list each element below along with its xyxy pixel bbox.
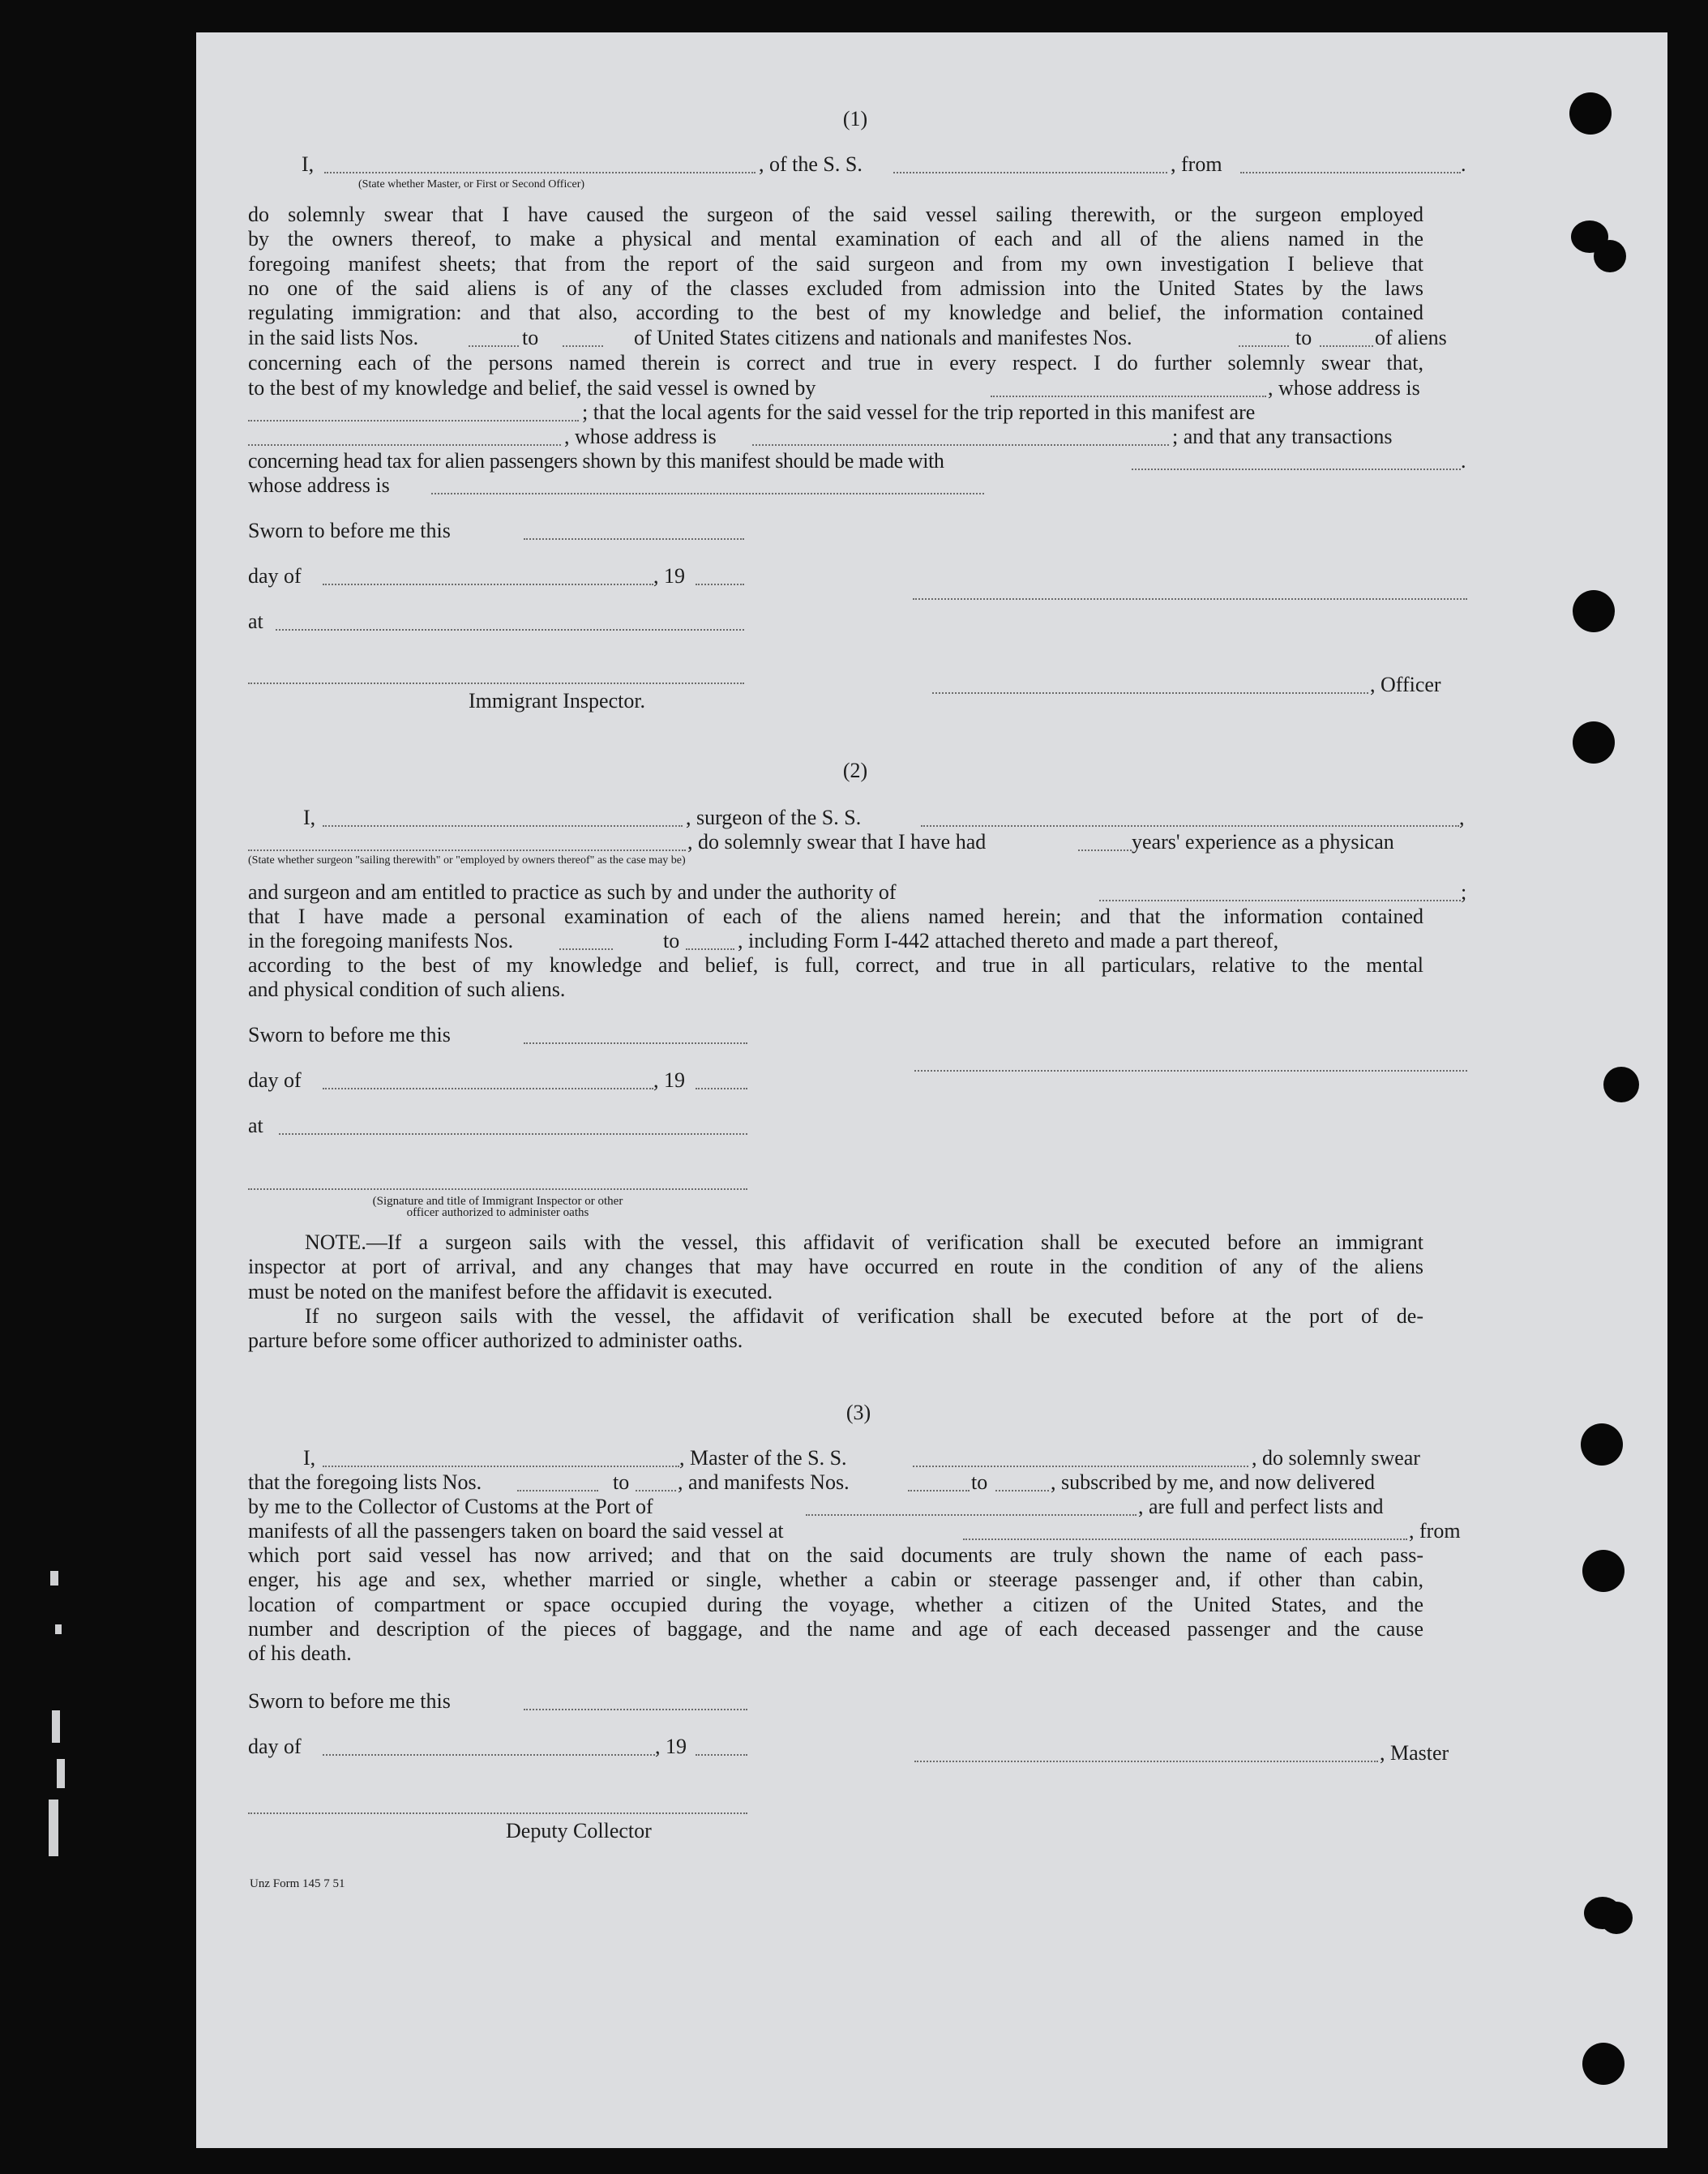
- s1-officer-label: , Officer: [1370, 673, 1441, 696]
- paragraph-row: foregoing manifest sheets; that from the report of the said surgeon and from my own investigation I believe that: [248, 251, 1423, 276]
- s1-transactions-label: ; and that any transactions: [1172, 425, 1393, 448]
- s2-row3-semicolon: ;: [1461, 880, 1467, 904]
- s2-at-label: at: [248, 1114, 263, 1137]
- paragraph-row: enger, his age and sex, whether married or single, whether a cabin or steerage passenger and, if other than cabin,: [248, 1568, 1423, 1592]
- s3-master-title: , Master: [1380, 1741, 1449, 1765]
- manifests-from-field[interactable]: [1239, 345, 1289, 347]
- manifests-to-field[interactable]: [1320, 345, 1373, 347]
- s3-dayof-label: day of: [248, 1735, 302, 1758]
- s3-year-field[interactable]: [696, 1754, 747, 1756]
- s3-port-field[interactable]: [806, 1514, 1137, 1516]
- paragraph-row: NOTE.—If a surgeon sails with the vessel, this affidavit of verification shall be executed before an immigrant: [305, 1230, 1423, 1254]
- s3-collector-signature-line[interactable]: [248, 1812, 747, 1814]
- s2-manifests-to-field[interactable]: [686, 948, 734, 950]
- punch-hole: [1594, 240, 1626, 272]
- paragraph-row: do solemnly swear that I have caused the surgeon of the said vessel sailing therewith, or the surgeon employed: [248, 203, 1423, 226]
- s3-month-field[interactable]: [323, 1754, 655, 1756]
- s1-year-field[interactable]: [696, 584, 744, 585]
- s1-at-label: at: [248, 610, 263, 633]
- s3-boarding-port-field[interactable]: [963, 1538, 1407, 1540]
- section-number: (1): [842, 107, 868, 131]
- s1-line1-ss: , of the S. S.: [759, 152, 863, 176]
- s1-officer-signature-line[interactable]: [913, 598, 1467, 600]
- agent-address-field[interactable]: [752, 444, 1169, 446]
- s1-owned-by-label: to the best of my knowledge and belief, the said vessel is owned by: [248, 376, 816, 400]
- s2-to-label: to: [663, 929, 680, 952]
- s3-collector-label: Deputy Collector: [506, 1819, 652, 1842]
- s2-sworn-date-field[interactable]: [524, 1042, 747, 1044]
- note-paragraph: [248, 1230, 1423, 1304]
- agents-field[interactable]: [248, 444, 561, 446]
- s1-sworn-date-field[interactable]: [524, 538, 744, 540]
- s1-to-label: to: [522, 326, 539, 349]
- s1-officer-title-line[interactable]: [932, 692, 1368, 694]
- paragraph-row: parture before some officer authorized to administer oaths.: [248, 1329, 743, 1353]
- s1-agents-label: ; that the local agents for the said vessel for the trip reported in this manifest are: [582, 400, 1256, 424]
- paragraph-row: inspector at port of arrival, and any changes that may have occurred en route in the condition of any of the aliens: [248, 1255, 1423, 1279]
- s2-manifests-label: in the foregoing manifests Nos.: [248, 929, 514, 952]
- paragraph-row: number and description of the pieces of baggage, and the name and age of each deceased passenger and the cause: [248, 1616, 1423, 1641]
- s1-row7: [248, 351, 1423, 375]
- punch-hole: [1582, 1550, 1625, 1592]
- s1-line1-i: I,: [302, 152, 315, 176]
- s1-year-label: , 19: [653, 564, 685, 588]
- s3-lists-perfect-label: , are full and perfect lists and: [1138, 1495, 1384, 1518]
- s1-row11-period: .: [1461, 449, 1466, 473]
- s3-vessel-field[interactable]: [913, 1466, 1248, 1467]
- s3-line1-i: I,: [303, 1446, 316, 1470]
- punch-hole: [1600, 1902, 1633, 1934]
- owner-field[interactable]: [991, 396, 1266, 397]
- s2-line1-comma: ,: [1459, 806, 1465, 829]
- s1-dayof-label: day of: [248, 564, 302, 588]
- edge-mark: [57, 1759, 65, 1788]
- s2-authority-label: and surgeon and am entitled to practice as such by and under the authority of: [248, 880, 897, 904]
- s3-board-label: manifests of all the passengers taken on board the said vessel at: [248, 1519, 784, 1543]
- s1-paragraph: [248, 203, 1423, 325]
- from-port-field[interactable]: [1240, 172, 1461, 173]
- s3-port-label: by me to the Collector of Customs at the Port of: [248, 1495, 653, 1518]
- s3-from-label: , from: [1409, 1519, 1461, 1543]
- s1-inspector-label: Immigrant Inspector.: [469, 689, 646, 713]
- s2-month-field[interactable]: [323, 1088, 653, 1089]
- s2-surgeon-signature-line[interactable]: [914, 1070, 1467, 1072]
- s1-whose-address-label: whose address is: [248, 473, 390, 497]
- s1-place-field[interactable]: [276, 629, 744, 631]
- surgeon-status-field[interactable]: [248, 849, 686, 851]
- s3-year-label: , 19: [655, 1735, 687, 1758]
- s3-subscribed-label: , subscribed by me, and now delivered: [1051, 1470, 1376, 1494]
- s2-row4: [248, 905, 1423, 929]
- s2-place-field[interactable]: [279, 1133, 747, 1135]
- master-name-field[interactable]: [323, 1466, 679, 1467]
- paragraph-row: no one of the said aliens is of any of the classes excluded from admission into the United States by the laws: [248, 276, 1423, 300]
- s1-to-label-2: to: [1295, 326, 1312, 349]
- punch-hole: [1581, 1423, 1623, 1466]
- s2-surgeon-label: , surgeon of the S. S.: [686, 806, 862, 829]
- punch-hole: [1573, 721, 1615, 764]
- years-field[interactable]: [1078, 849, 1132, 851]
- surgeon-name-field[interactable]: [323, 825, 683, 827]
- lists-from-field[interactable]: [469, 345, 519, 347]
- s1-officer-note: (State whether Master, or First or Second Officer): [358, 178, 585, 190]
- s1-line1-from: , from: [1171, 152, 1222, 176]
- s2-physician-label: years' experience as a physican: [1132, 830, 1394, 854]
- paragraph-row: by the owners thereof, to make a physical and mental examination of each and all of the aliens named in the: [248, 227, 1423, 251]
- s2-row6: [248, 953, 1423, 978]
- s1-lists-label: in the said lists Nos.: [248, 326, 419, 349]
- s1-sworn-label: Sworn to before me this: [248, 519, 451, 542]
- paragraph-row: If no surgeon sails with the vessel, the affidavit of verification shall be executed before at the port of de-: [305, 1304, 1423, 1328]
- s3-lists-label: that the foregoing lists Nos.: [248, 1470, 482, 1494]
- note-paragraph-2: [248, 1304, 1423, 1354]
- s2-manifests-from-field[interactable]: [559, 948, 613, 950]
- s2-line1-i: I,: [303, 806, 316, 829]
- s1-headtax-label: concerning head tax for alien passengers shown by this manifest should be made with: [248, 449, 944, 473]
- s2-experience-label: , do solemnly swear that I have had: [687, 830, 987, 854]
- vessel-name-field[interactable]: [893, 172, 1167, 173]
- s2-signature-note-1: (Signature and title of Immigrant Inspector or other: [372, 1195, 623, 1208]
- paragraph-row: which port said vessel has now arrived; and that on the said documents are truly shown the name of each pass-: [248, 1543, 1423, 1567]
- s1-aliens-label: of aliens: [1375, 326, 1447, 349]
- punch-hole: [1582, 2043, 1625, 2085]
- s2-form-label: , including Form I-442 attached thereto and made a part thereof,: [738, 929, 1279, 952]
- punch-hole: [1603, 1067, 1639, 1102]
- paragraph-row: of his death.: [248, 1641, 352, 1666]
- s3-master-signature-line[interactable]: [914, 1761, 1378, 1762]
- paragraph-row: must be noted on the manifest before the affidavit is executed.: [248, 1279, 773, 1303]
- s2-year-label: , 19: [653, 1068, 685, 1092]
- paragraph-row: that I have made a personal examination of each of the aliens named herein; and that the information contained: [248, 905, 1423, 928]
- lists-to-field[interactable]: [563, 345, 603, 347]
- s1-line1-period: .: [1461, 152, 1466, 176]
- s3-manifests-label: , and manifests Nos.: [678, 1470, 850, 1494]
- s2-year-field[interactable]: [696, 1088, 747, 1089]
- s3-manifests-from-field[interactable]: [908, 1490, 970, 1491]
- s1-month-field[interactable]: [323, 584, 653, 585]
- section-number: (3): [845, 1401, 871, 1424]
- headtax-address-field[interactable]: [431, 493, 984, 494]
- authority-field[interactable]: [1099, 900, 1461, 901]
- s3-lists-to-field[interactable]: [636, 1490, 676, 1491]
- s3-lists-from-field[interactable]: [517, 1490, 598, 1491]
- s3-to-label: to: [613, 1470, 630, 1494]
- paragraph-row: concerning each of the persons named therein is correct and true in every respect. I do further solemnly swear that,: [248, 351, 1423, 374]
- s2-row7: and physical condition of such aliens.: [248, 978, 566, 1001]
- s3-master-label: , Master of the S. S.: [679, 1446, 847, 1470]
- s3-swear-label: , do solemnly swear: [1252, 1446, 1420, 1470]
- s1-owner-address-label: , whose address is: [1268, 376, 1420, 400]
- edge-mark: [55, 1624, 62, 1634]
- form-id: Unz Form 145 7 51: [250, 1877, 345, 1890]
- s2-sworn-label: Sworn to before me this: [248, 1023, 451, 1046]
- s1-inspector-signature-line[interactable]: [248, 683, 744, 684]
- s3-sworn-date-field[interactable]: [524, 1709, 747, 1710]
- s2-signature-note-2: officer authorized to administer oaths: [406, 1206, 589, 1219]
- paragraph-row: regulating immigration: and that also, according to the best of my knowledge and belief, the information contained: [248, 301, 1423, 325]
- s2-inspector-signature-line[interactable]: [248, 1188, 747, 1190]
- edge-mark: [49, 1800, 58, 1856]
- s1-agent-address-label: , whose address is: [564, 425, 717, 448]
- s3-manifests-to-field[interactable]: [995, 1490, 1049, 1491]
- edge-mark: [52, 1710, 60, 1743]
- s2-surgeon-note: (State whether surgeon "sailing therewith" or "employed by owners thereof" as the case may be): [248, 854, 686, 867]
- paragraph-row: location of compartment or space occupied during the voyage, whether a citizen of the United States, and the: [248, 1592, 1423, 1616]
- s2-dayof-label: day of: [248, 1068, 302, 1092]
- s2-vessel-field[interactable]: [921, 825, 1459, 827]
- paragraph-row: according to the best of my knowledge and belief, is full, correct, and true in all particulars, relative to the mental: [248, 953, 1423, 977]
- headtax-field[interactable]: [1132, 469, 1461, 470]
- owner-address-field[interactable]: [248, 420, 579, 422]
- s3-sworn-label: Sworn to before me this: [248, 1689, 451, 1713]
- s1-citizens-label: of United States citizens and nationals and manifestes Nos.: [634, 326, 1132, 349]
- punch-hole: [1573, 590, 1615, 632]
- edge-mark: [50, 1571, 58, 1586]
- section-number: (2): [842, 759, 868, 782]
- punch-hole: [1569, 92, 1612, 135]
- s3-paragraph: [248, 1543, 1423, 1666]
- s3-to-label-2: to: [971, 1470, 988, 1494]
- officer-name-field[interactable]: [324, 172, 756, 173]
